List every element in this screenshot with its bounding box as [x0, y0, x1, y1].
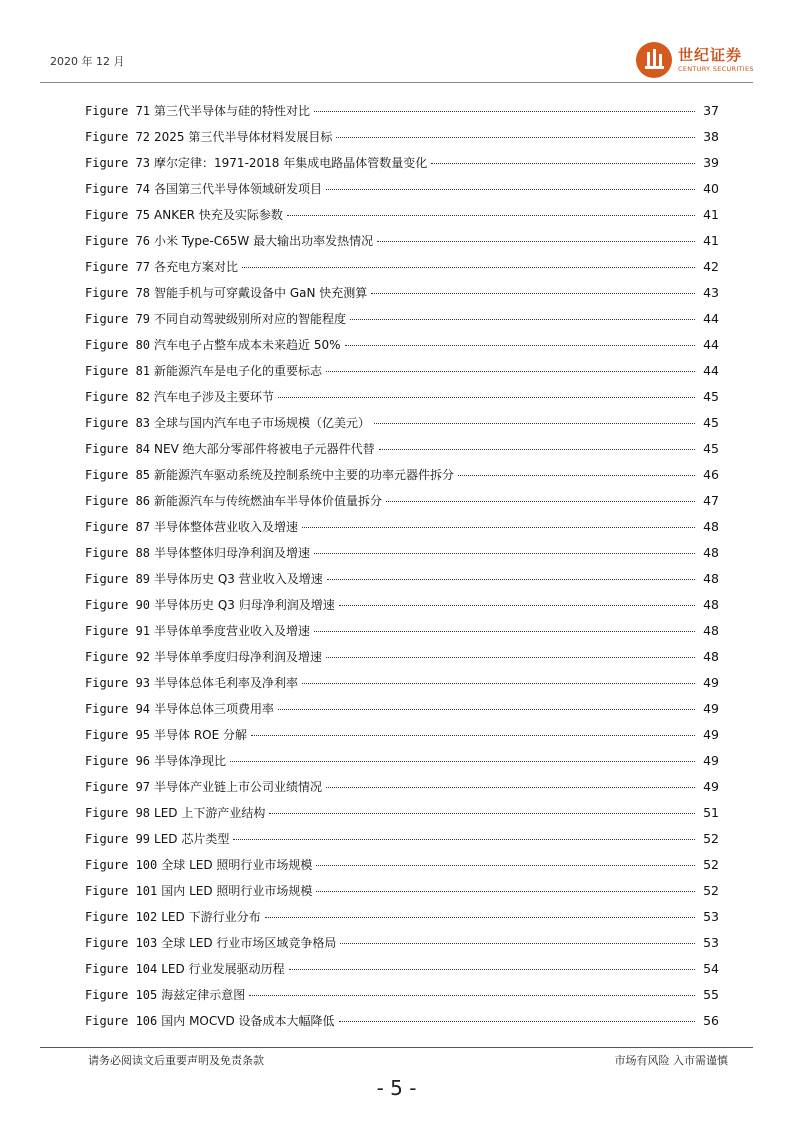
toc-page-number: 43 — [703, 285, 719, 300]
toc-entry-label — [85, 852, 312, 878]
toc-leader-dots — [230, 761, 695, 762]
toc-leader-dots — [314, 553, 695, 554]
toc-page-number: 41 — [703, 233, 719, 248]
toc-entry-label — [85, 1008, 335, 1034]
toc-entry-label — [85, 670, 298, 696]
toc-page-number: 56 — [703, 1013, 719, 1028]
toc-page-number: 49 — [703, 675, 719, 690]
logo-mark-icon — [636, 42, 672, 78]
toc-figure-title: 半导体单季度营业收入及增速 — [154, 624, 311, 638]
toc-leader-dots — [265, 917, 695, 918]
toc-entry[interactable] — [85, 670, 719, 696]
toc-leader-dots — [326, 371, 695, 372]
toc-page-number: 37 — [703, 103, 719, 118]
toc-entry[interactable] — [85, 748, 719, 774]
toc-figure-number: Figure 86 — [85, 494, 151, 508]
toc-entry[interactable] — [85, 696, 719, 722]
toc-entry-label — [85, 176, 322, 202]
toc-figure-number: Figure 75 — [85, 208, 151, 222]
toc-page-number: 45 — [703, 389, 719, 404]
toc-leader-dots — [386, 501, 695, 502]
toc-leader-dots — [350, 319, 695, 320]
toc-entry-label — [85, 462, 454, 488]
toc-figure-title: LED 芯片类型 — [154, 832, 230, 846]
toc-leader-dots — [314, 631, 695, 632]
toc-entry-label — [85, 488, 382, 514]
toc-leader-dots — [314, 111, 695, 112]
toc-figure-number: Figure 76 — [85, 234, 151, 248]
toc-leader-dots — [242, 267, 695, 268]
toc-entry-label — [85, 982, 245, 1008]
toc-page-number: 38 — [703, 129, 719, 144]
toc-figure-title: 半导体历史 Q3 营业收入及增速 — [154, 572, 323, 586]
toc-figure-title: 半导体净现比 — [154, 754, 227, 768]
toc-entry-label — [85, 644, 322, 670]
toc-entry[interactable] — [85, 410, 719, 436]
toc-entry-label — [85, 722, 247, 748]
toc-entry-label — [85, 358, 322, 384]
toc-leader-dots — [374, 423, 695, 424]
toc-figure-number: Figure 81 — [85, 364, 151, 378]
toc-figure-number: Figure 100 — [85, 858, 158, 872]
toc-page-number: 46 — [703, 467, 719, 482]
toc-entry-label — [85, 540, 310, 566]
logo-name-cn: 世纪证券 — [678, 46, 743, 64]
toc-figure-number: Figure 102 — [85, 910, 158, 924]
toc-leader-dots — [269, 813, 695, 814]
toc-page-number: 44 — [703, 311, 719, 326]
toc-leader-dots — [278, 709, 695, 710]
toc-entry[interactable] — [85, 956, 719, 982]
toc-entry-label — [85, 800, 265, 826]
toc-page-number: 52 — [703, 831, 719, 846]
toc-figure-number: Figure 98 — [85, 806, 151, 820]
toc-entry-label — [85, 514, 298, 540]
toc-figure-title: LED 上下游产业结构 — [154, 806, 266, 820]
toc-entry[interactable] — [85, 202, 719, 228]
toc-figure-title: 半导体 ROE 分解 — [154, 728, 248, 742]
toc-leader-dots — [326, 787, 695, 788]
toc-leader-dots — [251, 735, 695, 736]
toc-leader-dots — [377, 241, 695, 242]
toc-entry-label — [85, 774, 322, 800]
toc-entry[interactable] — [85, 124, 719, 150]
toc-leader-dots — [458, 475, 695, 476]
toc-figure-title: 海兹定律示意图 — [161, 988, 246, 1002]
toc-page-number: 55 — [703, 987, 719, 1002]
toc-page-number: 48 — [703, 623, 719, 638]
toc-entry[interactable] — [85, 514, 719, 540]
toc-figure-title: 半导体整体归母净利润及增速 — [154, 546, 311, 560]
toc-figure-number: Figure 96 — [85, 754, 151, 768]
toc-page-number: 48 — [703, 545, 719, 560]
toc-figure-number: Figure 101 — [85, 884, 158, 898]
toc-entry-label — [85, 98, 310, 124]
toc-figure-title: 新能源汽车驱动系统及控制系统中主要的功率元器件拆分 — [154, 468, 455, 482]
toc-entry[interactable] — [85, 540, 719, 566]
toc-figure-title: NEV 绝大部分零部件将被电子元器件代替 — [154, 442, 375, 456]
toc-entry[interactable] — [85, 618, 719, 644]
toc-entry-label — [85, 878, 312, 904]
toc-figure-title: 小米 Type-C65W 最大输出功率发热情况 — [154, 234, 374, 248]
toc-entry[interactable] — [85, 644, 719, 670]
toc-leader-dots — [339, 605, 695, 606]
toc-figure-title: 全球 LED 照明行业市场规模 — [161, 858, 313, 872]
toc-entry[interactable] — [85, 436, 719, 462]
toc-figure-number: Figure 87 — [85, 520, 151, 534]
toc-figure-title: 各充电方案对比 — [154, 260, 239, 274]
toc-entry[interactable] — [85, 878, 719, 904]
toc-figure-number: Figure 95 — [85, 728, 151, 742]
toc-figure-title: 半导体总体三项费用率 — [154, 702, 275, 716]
toc-entry[interactable] — [85, 280, 719, 306]
logo-name-en: CENTURY SECURITIES — [678, 65, 754, 73]
toc-figure-number: Figure 82 — [85, 390, 151, 404]
toc-figure-title: LED 下游行业分布 — [161, 910, 261, 924]
toc-figure-title: 国内 LED 照明行业市场规模 — [161, 884, 313, 898]
toc-page-number: 49 — [703, 701, 719, 716]
toc-leader-dots — [339, 1021, 695, 1022]
toc-entry-label — [85, 332, 341, 358]
toc-figure-number: Figure 71 — [85, 104, 151, 118]
footer-disclaimer: 请务必阅读文后重要声明及免责条款 — [88, 1054, 264, 1067]
toc-figure-title: 新能源汽车与传统燃油车半导体价值量拆分 — [154, 494, 383, 508]
toc-figure-title: 不同自动驾驶级别所对应的智能程度 — [154, 312, 347, 326]
toc-entry-label — [85, 410, 370, 436]
toc-entry[interactable] — [85, 592, 719, 618]
toc-leader-dots — [302, 683, 695, 684]
toc-figure-title: 半导体单季度归母净利润及增速 — [154, 650, 323, 664]
toc-entry[interactable] — [85, 852, 719, 878]
toc-figure-number: Figure 78 — [85, 286, 151, 300]
toc-leader-dots — [327, 579, 695, 580]
toc-entry-label — [85, 592, 335, 618]
toc-entry-label — [85, 384, 274, 410]
toc-page-number: 41 — [703, 207, 719, 222]
toc-entry[interactable] — [85, 800, 719, 826]
toc-leader-dots — [345, 345, 695, 346]
toc-page-number: 54 — [703, 961, 719, 976]
toc-entry-label — [85, 826, 229, 852]
toc-page-number: 49 — [703, 753, 719, 768]
toc-page-number: 48 — [703, 649, 719, 664]
toc-entry-label — [85, 904, 261, 930]
toc-entry[interactable] — [85, 566, 719, 592]
toc-figure-title: 全球与国内汽车电子市场规模（亿美元） — [154, 416, 371, 430]
toc-figure-number: Figure 88 — [85, 546, 151, 560]
report-date: 2020 年 12 月 — [50, 55, 125, 68]
toc-entry-label — [85, 436, 375, 462]
toc-entry-label — [85, 202, 283, 228]
toc-page-number: 44 — [703, 363, 719, 378]
toc-page-number: 45 — [703, 441, 719, 456]
toc-entry[interactable] — [85, 176, 719, 202]
toc-figure-number: Figure 79 — [85, 312, 151, 326]
toc-page-number: 53 — [703, 935, 719, 950]
figure-list — [85, 98, 719, 1034]
toc-entry[interactable] — [85, 384, 719, 410]
toc-entry[interactable] — [85, 488, 719, 514]
toc-entry-label — [85, 696, 274, 722]
toc-figure-number: Figure 77 — [85, 260, 151, 274]
toc-figure-title: LED 行业发展驱动历程 — [161, 962, 285, 976]
toc-entry-label — [85, 748, 226, 774]
toc-figure-number: Figure 106 — [85, 1014, 158, 1028]
page-number: - 5 - — [376, 1076, 417, 1100]
toc-figure-number: Figure 99 — [85, 832, 151, 846]
toc-figure-title: 智能手机与可穿戴设备中 GaN 快充测算 — [154, 286, 368, 300]
toc-entry[interactable] — [85, 228, 719, 254]
footer-divider — [40, 1047, 753, 1048]
toc-entry-label — [85, 306, 346, 332]
toc-figure-number: Figure 92 — [85, 650, 151, 664]
toc-leader-dots — [316, 891, 695, 892]
toc-entry-label — [85, 280, 367, 306]
toc-entry-label — [85, 150, 427, 176]
toc-figure-title: 全球 LED 行业市场区域竞争格局 — [161, 936, 337, 950]
toc-figure-title: 汽车电子涉及主要环节 — [154, 390, 275, 404]
toc-figure-number: Figure 73 — [85, 156, 151, 170]
toc-entry-label — [85, 566, 323, 592]
toc-figure-number: Figure 91 — [85, 624, 151, 638]
toc-page-number: 52 — [703, 883, 719, 898]
toc-figure-title: 国内 MOCVD 设备成本大幅降低 — [161, 1014, 335, 1028]
toc-leader-dots — [278, 397, 695, 398]
toc-figure-title: 半导体总体毛利率及净利率 — [154, 676, 299, 690]
toc-figure-number: Figure 80 — [85, 338, 151, 352]
toc-figure-number: Figure 89 — [85, 572, 151, 586]
toc-figure-number: Figure 90 — [85, 598, 151, 612]
toc-entry[interactable] — [85, 98, 719, 124]
toc-leader-dots — [289, 969, 695, 970]
company-logo — [636, 42, 766, 82]
toc-entry[interactable] — [85, 150, 719, 176]
toc-leader-dots — [379, 449, 695, 450]
toc-entry[interactable] — [85, 462, 719, 488]
toc-entry[interactable] — [85, 254, 719, 280]
toc-page-number: 45 — [703, 415, 719, 430]
toc-page-number: 39 — [703, 155, 719, 170]
toc-figure-title: 汽车电子占整车成本未来趋近 50% — [154, 338, 341, 352]
toc-figure-title: ANKER 快充及实际参数 — [154, 208, 283, 222]
toc-figure-number: Figure 72 — [85, 130, 151, 144]
toc-entry[interactable] — [85, 982, 719, 1008]
toc-entry[interactable] — [85, 774, 719, 800]
toc-figure-number: Figure 85 — [85, 468, 151, 482]
toc-figure-title: 半导体整体营业收入及增速 — [154, 520, 299, 534]
toc-entry-label — [85, 956, 285, 982]
toc-leader-dots — [431, 163, 695, 164]
toc-page-number: 48 — [703, 519, 719, 534]
toc-figure-title: 新能源汽车是电子化的重要标志 — [154, 364, 323, 378]
toc-entry-label — [85, 228, 373, 254]
toc-figure-title: 摩尔定律：1971-2018 年集成电路晶体管数量变化 — [154, 156, 428, 170]
toc-page-number: 52 — [703, 857, 719, 872]
header-divider — [40, 82, 753, 83]
toc-page-number: 40 — [703, 181, 719, 196]
toc-leader-dots — [302, 527, 695, 528]
toc-leader-dots — [340, 943, 695, 944]
toc-entry[interactable] — [85, 332, 719, 358]
toc-figure-number: Figure 94 — [85, 702, 151, 716]
toc-leader-dots — [336, 137, 695, 138]
toc-leader-dots — [316, 865, 695, 866]
toc-page-number: 48 — [703, 571, 719, 586]
toc-page-number: 49 — [703, 727, 719, 742]
toc-leader-dots — [326, 657, 695, 658]
toc-leader-dots — [233, 839, 695, 840]
toc-figure-number: Figure 83 — [85, 416, 151, 430]
footer-risk-notice: 市场有风险 入市需谨慎 — [614, 1054, 728, 1067]
toc-entry[interactable] — [85, 722, 719, 748]
toc-entry-label — [85, 930, 336, 956]
toc-figure-title: 第三代半导体与硅的特性对比 — [154, 104, 311, 118]
toc-leader-dots — [287, 215, 695, 216]
toc-page-number: 53 — [703, 909, 719, 924]
toc-figure-number: Figure 103 — [85, 936, 158, 950]
toc-entry[interactable] — [85, 358, 719, 384]
toc-figure-number: Figure 74 — [85, 182, 151, 196]
toc-figure-number: Figure 93 — [85, 676, 151, 690]
toc-leader-dots — [371, 293, 695, 294]
toc-page-number: 51 — [703, 805, 719, 820]
toc-page-number: 47 — [703, 493, 719, 508]
toc-figure-number: Figure 104 — [85, 962, 158, 976]
toc-page-number: 49 — [703, 779, 719, 794]
toc-entry[interactable] — [85, 306, 719, 332]
toc-figure-number: Figure 97 — [85, 780, 151, 794]
toc-figure-title: 各国第三代半导体领域研发项目 — [154, 182, 323, 196]
toc-figure-title: 半导体历史 Q3 归母净利润及增速 — [154, 598, 335, 612]
toc-page-number: 42 — [703, 259, 719, 274]
toc-entry[interactable] — [85, 1008, 719, 1034]
toc-leader-dots — [249, 995, 695, 996]
toc-entry-label — [85, 124, 332, 150]
toc-figure-title: 2025 第三代半导体材料发展目标 — [154, 130, 333, 144]
toc-entry[interactable] — [85, 930, 719, 956]
toc-figure-number: Figure 105 — [85, 988, 158, 1002]
toc-entry[interactable] — [85, 904, 719, 930]
toc-leader-dots — [326, 189, 695, 190]
toc-figure-number: Figure 84 — [85, 442, 151, 456]
toc-entry-label — [85, 618, 310, 644]
toc-entry-label — [85, 254, 238, 280]
toc-page-number: 48 — [703, 597, 719, 612]
toc-page-number: 44 — [703, 337, 719, 352]
toc-figure-title: 半导体产业链上市公司业绩情况 — [154, 780, 323, 794]
toc-entry[interactable] — [85, 826, 719, 852]
